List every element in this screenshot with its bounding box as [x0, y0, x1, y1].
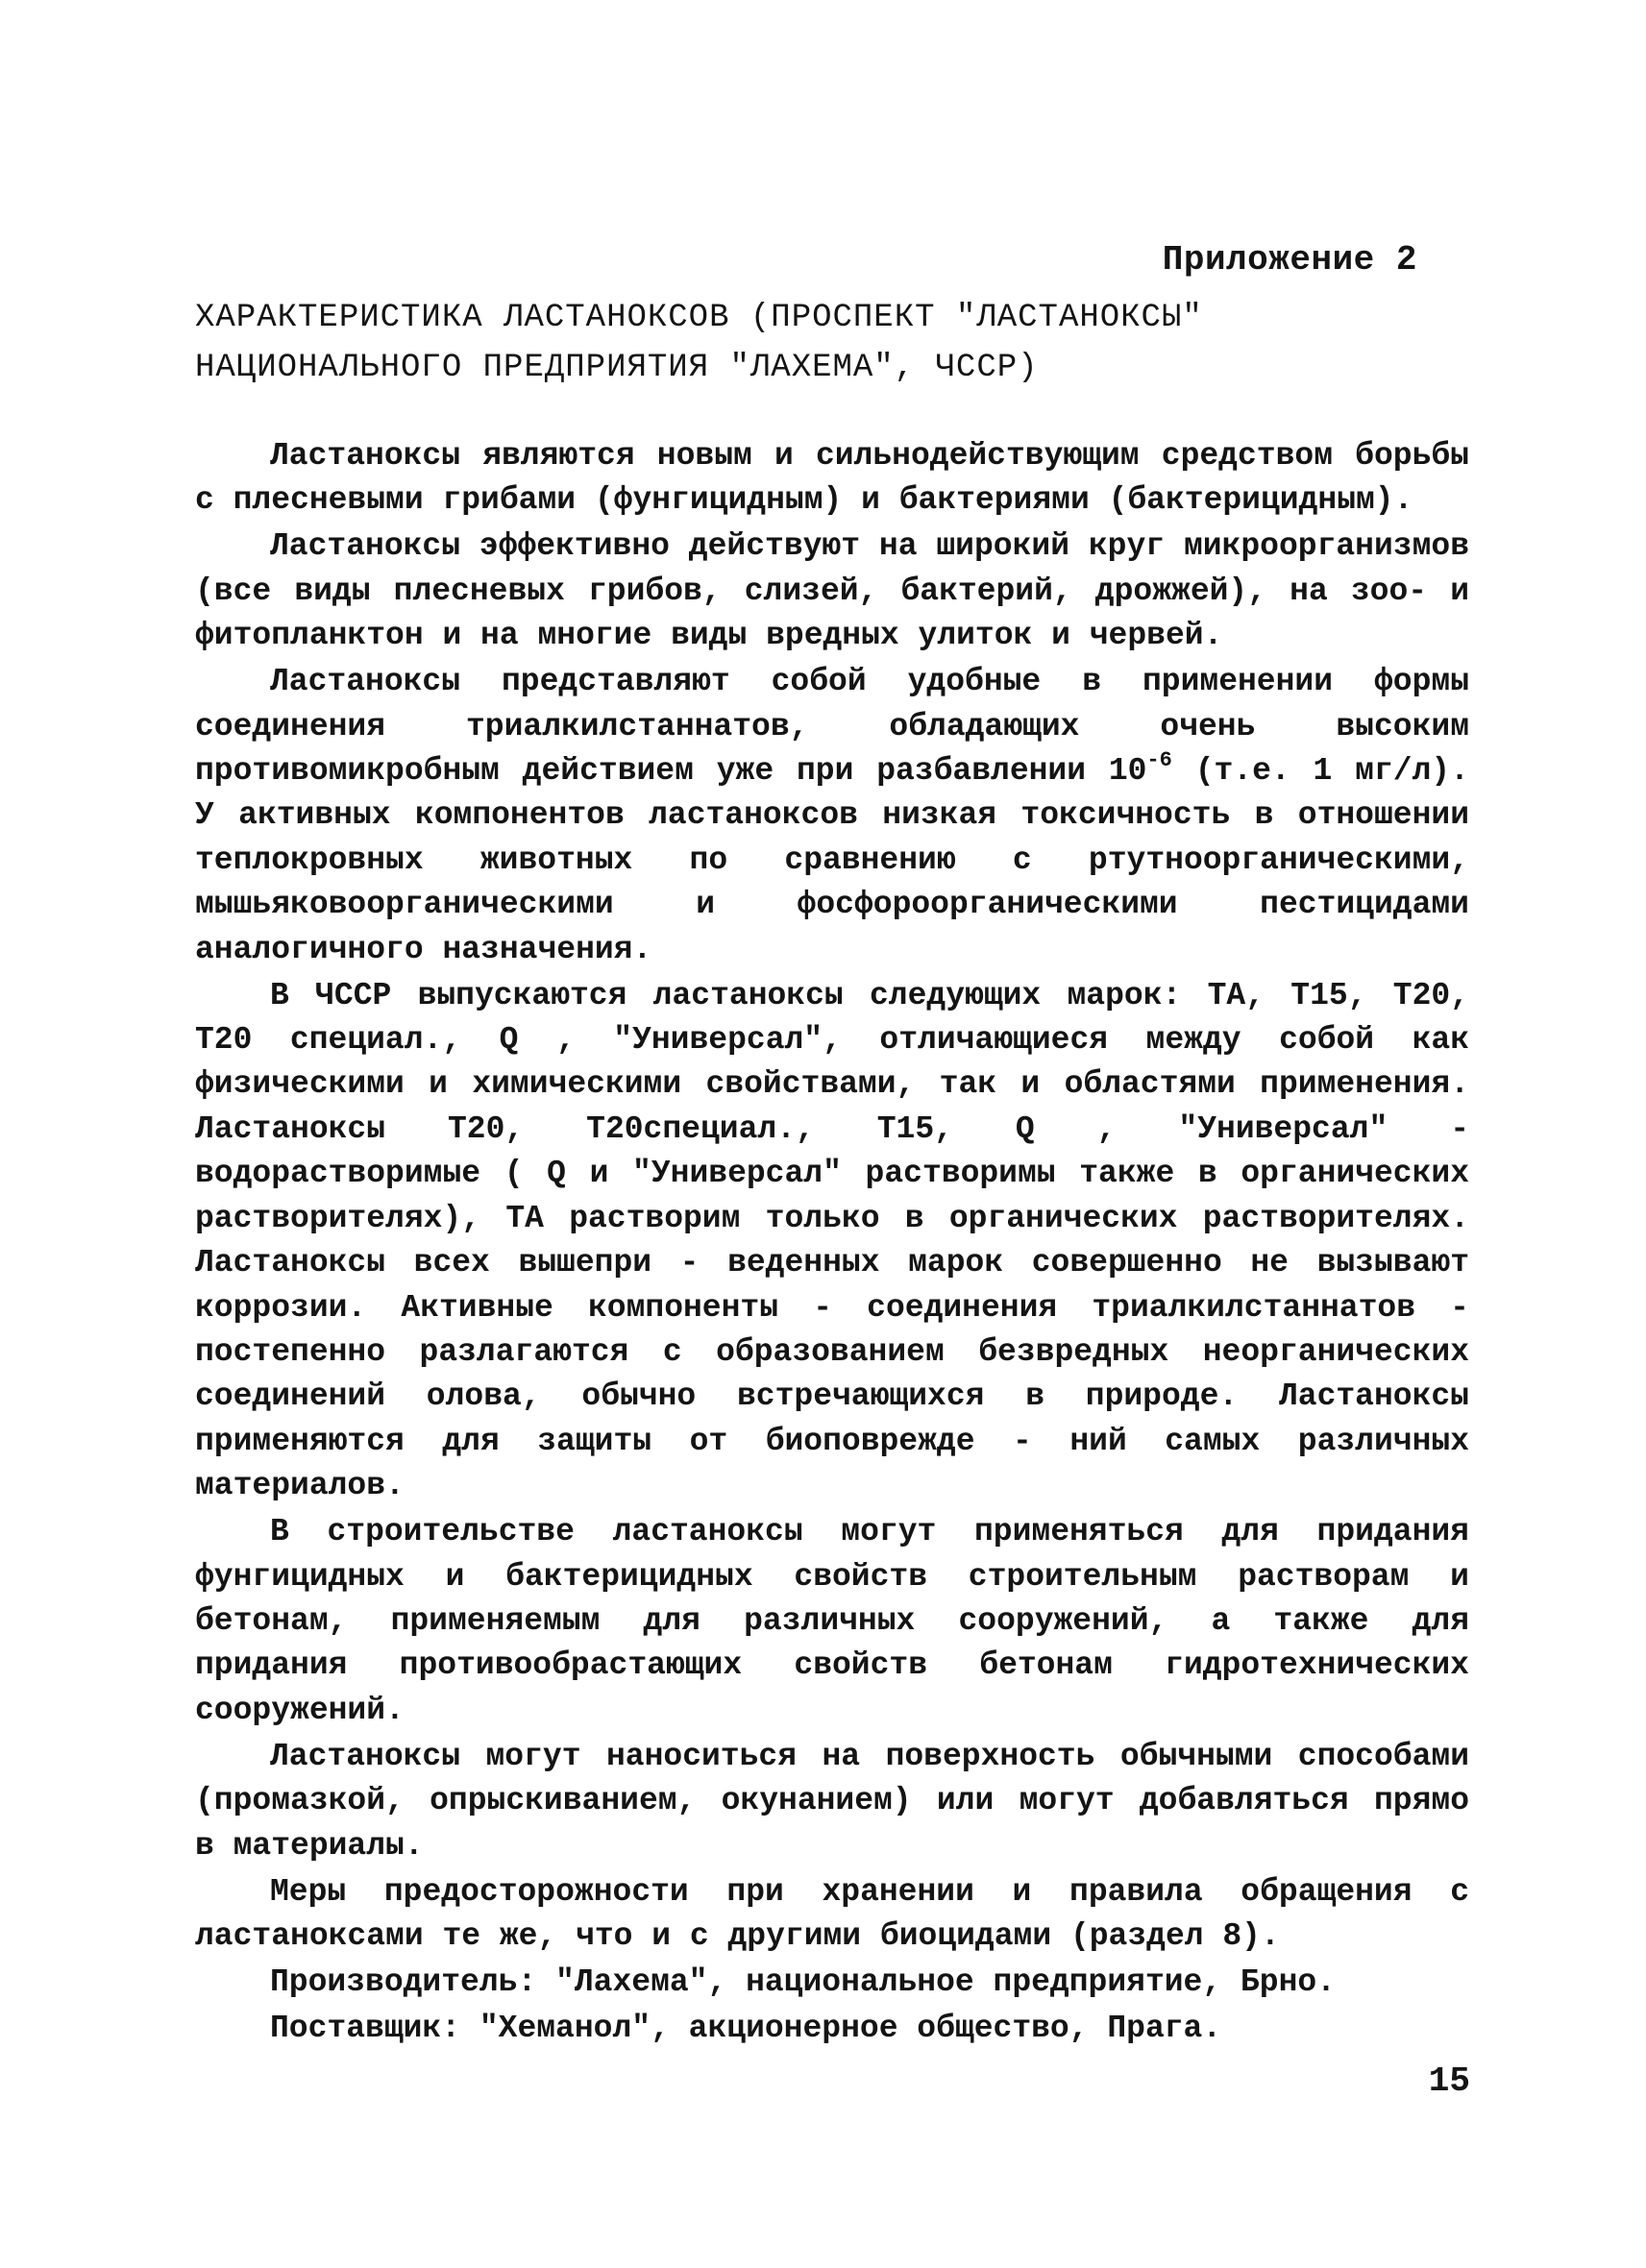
supplier-line: Поставщик: "Хеманол", акционерное общество, Прага.	[270, 2010, 1222, 2046]
appendix-label: Приложение 2	[1162, 240, 1417, 280]
paragraph-5: В строительстве ластаноксы могут применяться для придания фунгицидных и бактерицидных свойств строительным растворам и бетонам, применяемым для различных сооружений, а также для придания противообрастающих свойств бетонам гидротехнических сооружений.	[195, 1514, 1469, 1728]
document-title	[195, 293, 1463, 393]
title-line-1: ХАРАКТЕРИСТИКА ЛАСТАНОКСОВ (ПРОСПЕКТ "ЛАСТАНОКСЫ"	[195, 300, 1203, 336]
page-number: 15	[1428, 2061, 1470, 2101]
paragraph-3-part-2: (т.е. 1 мг/л). У активных компонентов ластаноксов низкая токсичность в отношении теплокровных животных по сравнению с ртутноорганическими, мышьяковоорганическими и фосфороорганическими пестицидами аналогичного назначения.	[195, 753, 1469, 967]
title-line-2: НАЦИОНАЛЬНОГО ПРЕДПРИЯТИЯ "ЛАХЕМА", ЧССР)	[195, 350, 1039, 386]
body-text	[195, 434, 1469, 2053]
paragraph-6: Ластаноксы могут наноситься на поверхность обычными способами (промазкой, опрыскиванием, окунанием) или могут добавляться прямо в материалы.	[195, 1738, 1469, 1864]
paragraph-1: Ластаноксы являются новым и сильнодействующим средством борьбы с плесневыми грибами (фунгицидным) и бактериями (бактерицидным).	[195, 438, 1469, 519]
paragraph-3	[195, 660, 1469, 972]
exponent: -6	[1146, 748, 1172, 773]
manufacturer-line: Производитель: "Лахема", национальное предприятие, Брно.	[270, 1963, 1336, 2000]
paragraph-4: В ЧССР выпускаются ластаноксы следующих марок: ТА, Т15, Т20, Т20 специал., Q , "Универсал", отличающиеся между собой как физическими и химическими свойствами, так и областями применения. Ластаноксы Т20, Т20специал., Т15, Q , "Универсал" - водорастворимые ( Q и "Универсал" растворимы также в органических растворителях), ТА растворим только в органических растворителях. Ластаноксы всех вышепри - веденных марок совершенно не вызывают коррозии. Активные компоненты - соединения триалкилстаннатов - постепенно разлагаются с образованием безвредных неорганических соединений олова, обычно встречающихся в природе. Ластаноксы применяются для защиты от биоповрежде - ний самых различных материалов.	[195, 977, 1469, 1504]
paragraph-3-part-1: Ластаноксы представляют собой удобные в применении формы соединения триалкилстаннатов, обладающих очень высоким противомикробным действием уже при разбавлении 10	[195, 664, 1469, 790]
paragraph-7: Меры предосторожности при хранении и правила обращения с ластаноксами те же, что и с другими биоцидами (раздел 8).	[195, 1873, 1469, 1954]
paragraph-2: Ластаноксы эффективно действуют на широкий круг микроорганизмов (все виды плесневых грибов, слизей, бактерий, дрожжей), на зоо- и фитопланктон и на многие виды вредных улиток и червей.	[195, 528, 1469, 654]
